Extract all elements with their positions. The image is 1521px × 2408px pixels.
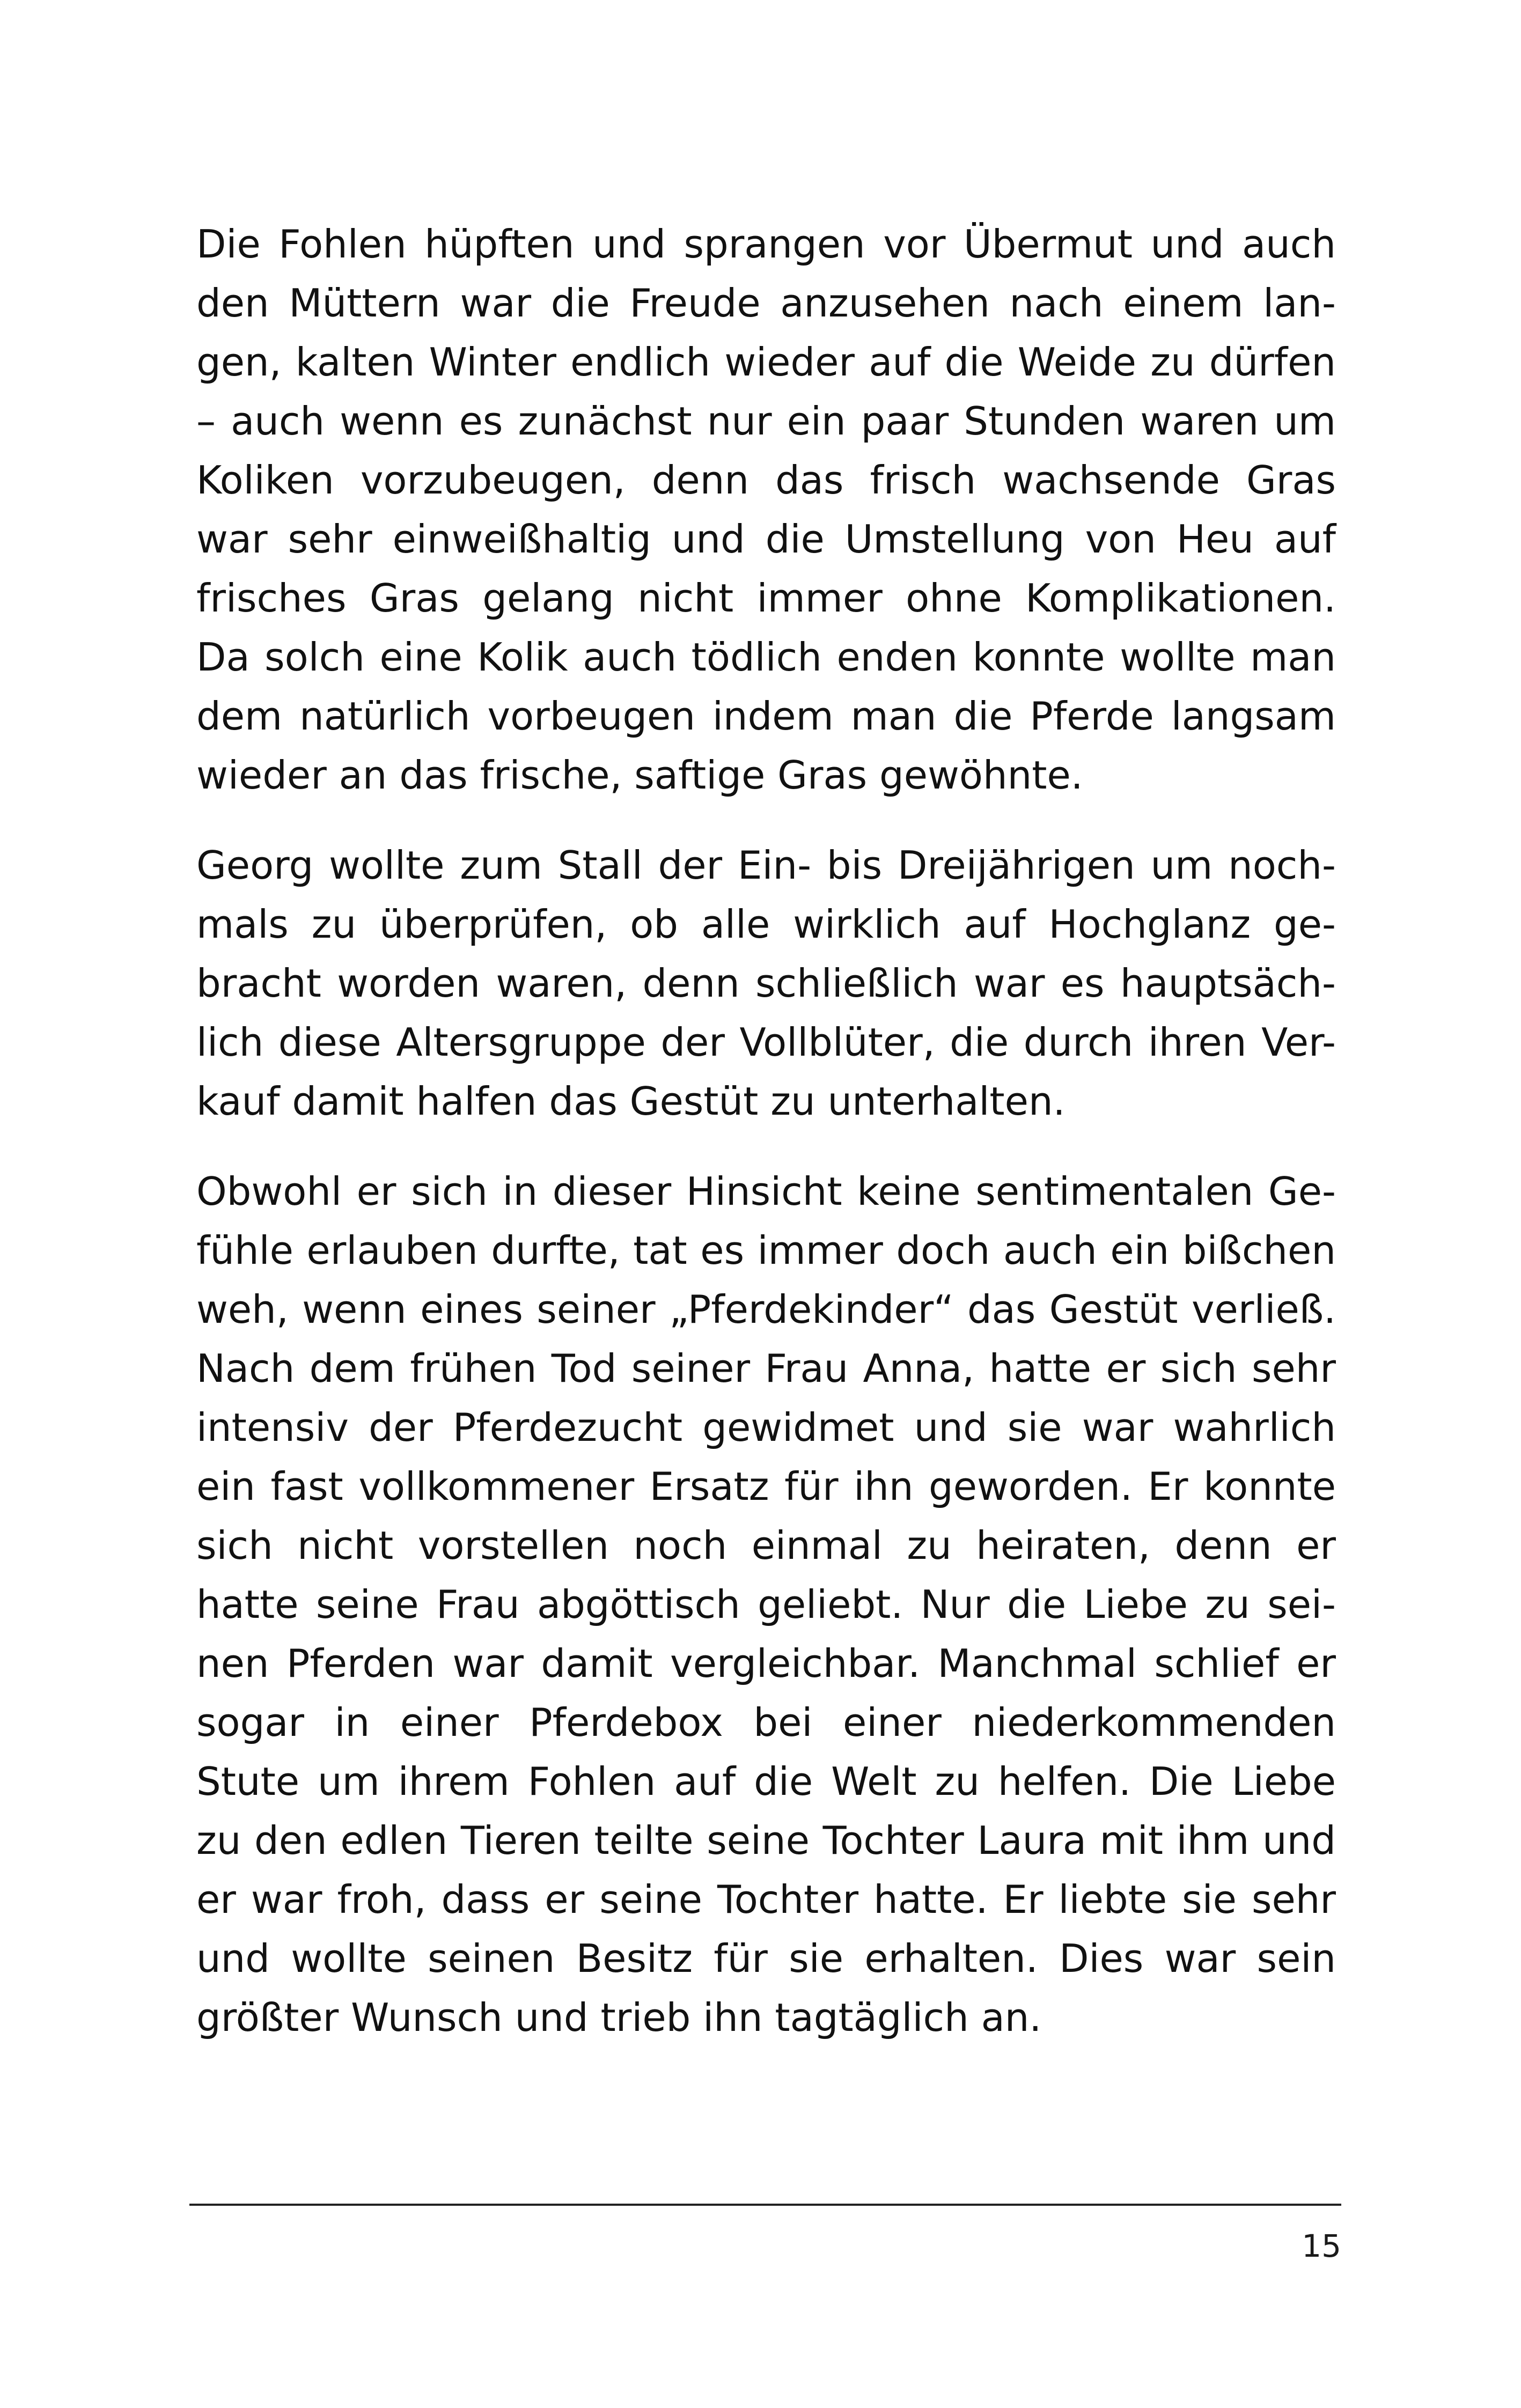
text-line: Stute um ihrem Fohlen auf die Welt zu helfen. Die Liebe (196, 1759, 1336, 1804)
text-line: Die Fohlen hüpften und sprangen vor Übermut und auch (196, 222, 1336, 267)
text-line: er war froh, dass er seine Tochter hatte. Er liebte sie sehr (196, 1877, 1336, 1922)
text-line: fühle erlauben durfte, tat es immer doch auch ein bißchen (196, 1228, 1336, 1273)
text-line: lich diese Altersgruppe der Vollblüter, die durch ihren Ver- (196, 1020, 1336, 1065)
body-text (196, 215, 1336, 2078)
text-line: kauf damit halfen das Gestüt zu unterhalten. (196, 1079, 1066, 1124)
text-line: Georg wollte zum Stall der Ein- bis Dreijährigen um noch- (196, 843, 1336, 888)
text-line: weh, wenn eines seiner „Pferdekinder“ das Gestüt verließ. (196, 1287, 1336, 1332)
text-line: Nach dem frühen Tod seiner Frau Anna, hatte er sich sehr (196, 1346, 1336, 1391)
text-line: war sehr einweißhaltig und die Umstellung von Heu auf (196, 517, 1336, 562)
text-line: zu den edlen Tieren teilte seine Tochter Laura mit ihm und (196, 1818, 1336, 1863)
text-line: größter Wunsch und trieb ihn tagtäglich an. (196, 1995, 1042, 2040)
text-line: sogar in einer Pferdebox bei einer niederkommenden (196, 1700, 1336, 1745)
page-number: 15 (1302, 2228, 1341, 2264)
text-line: Koliken vorzubeugen, denn das frisch wachsende Gras (196, 458, 1336, 503)
text-line: und wollte seinen Besitz für sie erhalten. Dies war sein (196, 1936, 1336, 1981)
paragraph-3 (196, 1162, 1336, 2047)
text-line: mals zu überprüfen, ob alle wirklich auf Hochglanz ge- (196, 902, 1336, 947)
text-line: Da solch eine Kolik auch tödlich enden konnte wollte man (196, 635, 1336, 680)
text-line: gen, kalten Winter endlich wieder auf die Weide zu dürfen (196, 340, 1336, 385)
text-line: ein fast vollkommener Ersatz für ihn geworden. Er konnte (196, 1464, 1336, 1509)
footer-divider (189, 2204, 1341, 2206)
text-line: den Müttern war die Freude anzusehen nach einem lan- (196, 281, 1336, 326)
paragraph-2 (196, 836, 1336, 1131)
text-line: dem natürlich vorbeugen indem man die Pferde langsam (196, 694, 1336, 739)
text-line: bracht worden waren, denn schließlich war es hauptsäch- (196, 961, 1336, 1006)
text-line: nen Pferden war damit vergleichbar. Manchmal schlief er (196, 1641, 1336, 1686)
text-line: Obwohl er sich in dieser Hinsicht keine sentimentalen Ge- (196, 1169, 1336, 1214)
text-line: sich nicht vorstellen noch einmal zu heiraten, denn er (196, 1523, 1336, 1568)
text-line: wieder an das frische, saftige Gras gewöhnte. (196, 753, 1083, 798)
text-line: frisches Gras gelang nicht immer ohne Komplikationen. (196, 576, 1336, 621)
text-line: intensiv der Pferdezucht gewidmet und sie war wahrlich (196, 1405, 1336, 1450)
paragraph-1 (196, 215, 1336, 805)
text-line: hatte seine Frau abgöttisch geliebt. Nur die Liebe zu sei- (196, 1582, 1336, 1627)
text-line: – auch wenn es zunächst nur ein paar Stunden waren um (196, 399, 1336, 444)
